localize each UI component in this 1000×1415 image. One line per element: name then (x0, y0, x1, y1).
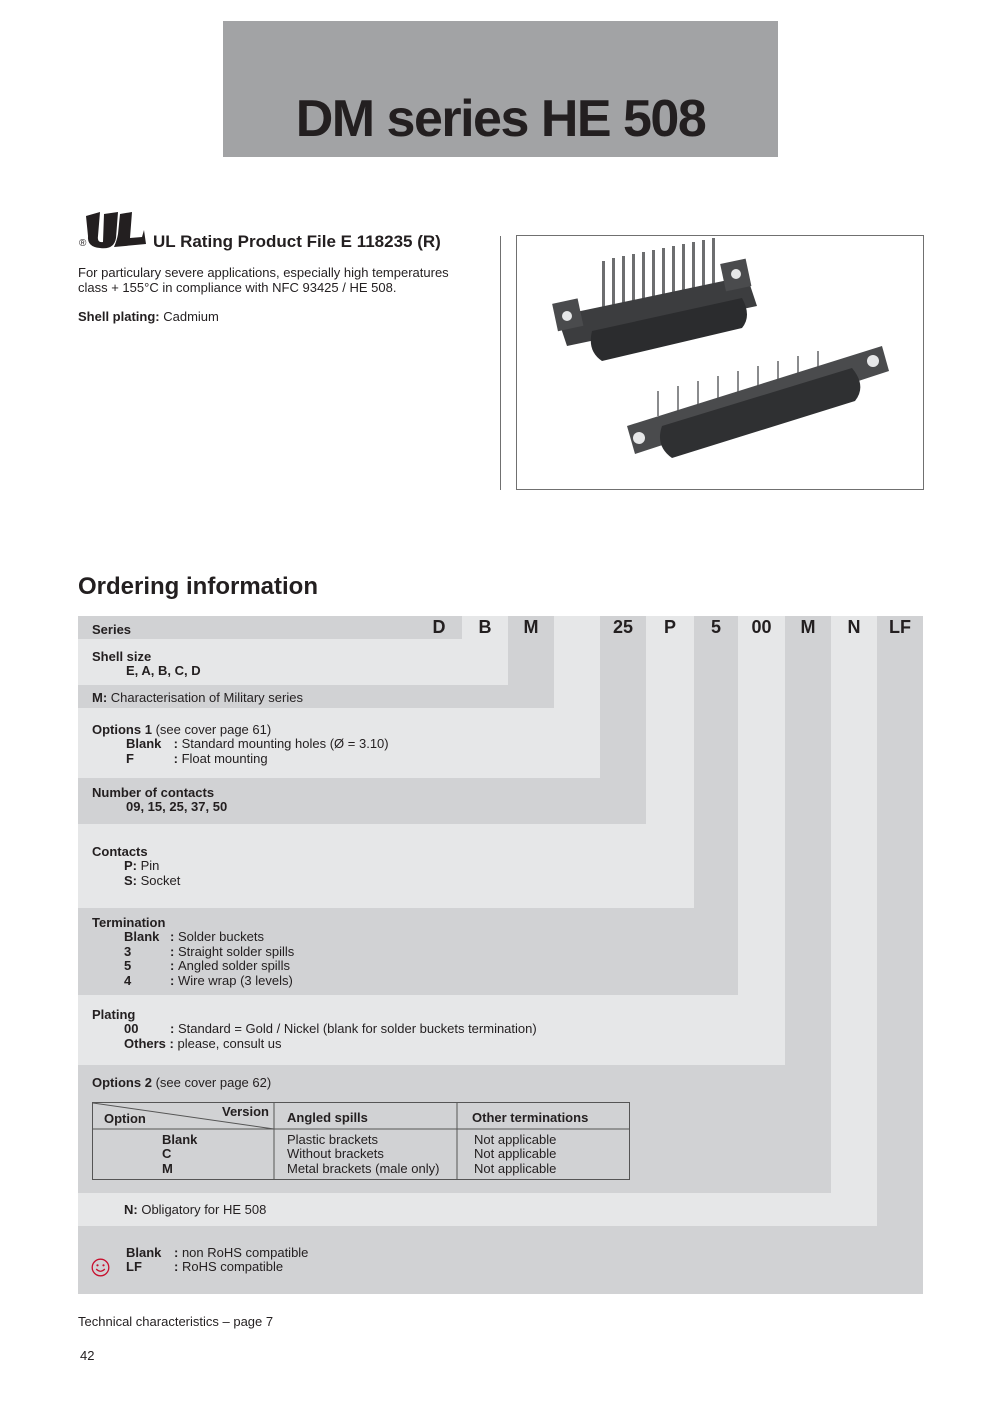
contacts-count-block (92, 786, 227, 815)
termination-sep: : (170, 929, 178, 945)
col-opt1 (554, 616, 600, 778)
col-other-header: Other terminations (472, 1110, 589, 1125)
termination-sep: : (170, 943, 178, 959)
contacts-count-values: 09, 15, 25, 37, 50 (126, 799, 228, 815)
code-00: 00 (751, 617, 772, 637)
page-title: DM series HE 508 (295, 90, 706, 148)
plating-label: Plating (92, 1007, 136, 1022)
termination-label: Termination (92, 915, 166, 930)
termination-key: 4 (124, 972, 132, 988)
options2-heading (92, 1076, 271, 1090)
options2-ref: (see cover page 62) (151, 1075, 272, 1090)
code-b: B (478, 617, 492, 637)
table-cell: Without brackets (287, 1146, 384, 1162)
table-cell: Not applicable (474, 1132, 557, 1147)
plating-key: Others (124, 1035, 166, 1051)
options1-label: Options 1 (92, 722, 152, 737)
title-banner (223, 21, 778, 157)
plating-block (92, 1008, 537, 1051)
rohs-sep: : (174, 1259, 182, 1275)
termination-text: Solder buckets (177, 929, 264, 945)
termination-text: Straight solder spills (177, 943, 295, 959)
termination-key: Blank (124, 929, 160, 945)
angled-values (287, 1133, 439, 1176)
n-note (124, 1203, 266, 1217)
termination-text: Wire wrap (3 levels) (177, 972, 293, 988)
col-m2 (785, 616, 831, 1193)
termination-text: Angled solder spills (177, 958, 290, 974)
termination-key: 5 (124, 958, 132, 974)
options1-key: F (126, 750, 134, 766)
code-d: D (432, 617, 446, 637)
table-row: C (162, 1146, 172, 1162)
options1-block (92, 723, 389, 766)
plating-sep: : (165, 1035, 178, 1051)
table-cell: Not applicable (474, 1146, 557, 1162)
code-n: N (847, 617, 861, 637)
termination-sep: : (170, 972, 178, 988)
col-25 (600, 616, 646, 824)
n-key: N: (124, 1202, 138, 1217)
termination-block (92, 916, 294, 988)
series-label: Series (92, 622, 132, 637)
options1-text: Standard mounting holes (Ø = 3.10) (181, 736, 389, 752)
rohs-key: LF (126, 1259, 142, 1275)
shell-plating (78, 310, 219, 325)
code-p: P (663, 617, 676, 637)
table-cell: Not applicable (474, 1160, 557, 1176)
intro-line-2: class + 155°C in compliance with NFC 93425 / HE 508. (78, 279, 397, 295)
options1-sep: : (170, 750, 182, 766)
military-key: M: (92, 690, 108, 705)
other-values (474, 1133, 556, 1176)
ul-heading: UL Rating Product File E 118235 (R) (153, 232, 441, 251)
termination-key: 3 (124, 943, 132, 959)
code-contacts: 25 (612, 617, 634, 637)
plating-text: please, consult us (177, 1035, 282, 1051)
smiley-icon (91, 1258, 110, 1282)
military-text: Characterisation of Military series (107, 690, 303, 705)
col-angled-header: Angled spills (287, 1110, 368, 1125)
contacts-block (92, 845, 180, 888)
rohs-text: non RoHS compatible (181, 1245, 309, 1260)
contacts-text: Socket (137, 872, 181, 888)
rohs-key: Blank (126, 1245, 162, 1260)
page-number: 42 (80, 1348, 95, 1363)
contacts-text: Pin (137, 858, 160, 874)
options2-label: Options 2 (92, 1075, 152, 1090)
options2-table (92, 1102, 630, 1180)
divider (500, 236, 501, 490)
product-photo (516, 235, 924, 490)
ul-logo-icon (78, 210, 150, 254)
options1-sep: : (170, 736, 182, 752)
code-m2: M (800, 617, 816, 637)
col-5 (694, 616, 738, 995)
termination-sep: : (170, 958, 178, 974)
code-5: 5 (710, 617, 721, 637)
corner-version: Version (222, 1104, 269, 1119)
options1-key: Blank (126, 736, 162, 752)
shell-size-block (92, 650, 201, 679)
table-cell: Plastic brackets (287, 1132, 379, 1147)
col-00 (738, 616, 785, 1065)
table-row: M (162, 1160, 173, 1176)
table-row: Blank (162, 1132, 198, 1147)
ordering-heading: Ordering information (78, 573, 318, 600)
code-lf: LF (889, 617, 911, 637)
contacts-count-label: Number of contacts (92, 785, 215, 800)
registered-mark: ® (79, 238, 87, 249)
plating-text: Standard = Gold / Nickel (blank for solder buckets termination) (177, 1021, 537, 1037)
n-text: Obligatory for HE 508 (137, 1202, 267, 1217)
shell-size-label: Shell size (92, 649, 152, 664)
rohs-block (126, 1246, 308, 1275)
intro-text (78, 266, 478, 295)
contacts-key: P: (124, 858, 137, 874)
shell-plating-value: Cadmium (159, 309, 219, 324)
options1-text: Float mounting (181, 750, 268, 766)
option-values (162, 1133, 197, 1176)
rohs-sep: : (174, 1245, 182, 1260)
table-cell: Metal brackets (male only) (287, 1160, 440, 1176)
corner-option: Option (104, 1111, 146, 1126)
military-line (92, 691, 303, 705)
footer-reference: Technical characteristics – page 7 (78, 1314, 274, 1329)
shell-size-values: E, A, B, C, D (126, 663, 201, 679)
code-m: M (523, 617, 539, 637)
shell-plating-label: Shell plating: (78, 309, 160, 324)
col-n (831, 616, 877, 1226)
col-lf (877, 616, 923, 1294)
intro-line-1: For particulary severe applications, especially high temperatures (78, 265, 449, 280)
plating-key: 00 (124, 1021, 139, 1037)
rohs-text: RoHS compatible (181, 1259, 284, 1275)
contacts-key: S: (124, 872, 137, 888)
contacts-label: Contacts (92, 844, 148, 859)
plating-sep: : (170, 1021, 178, 1037)
options1-ref: (see cover page 61) (151, 722, 272, 737)
col-p (646, 616, 694, 908)
